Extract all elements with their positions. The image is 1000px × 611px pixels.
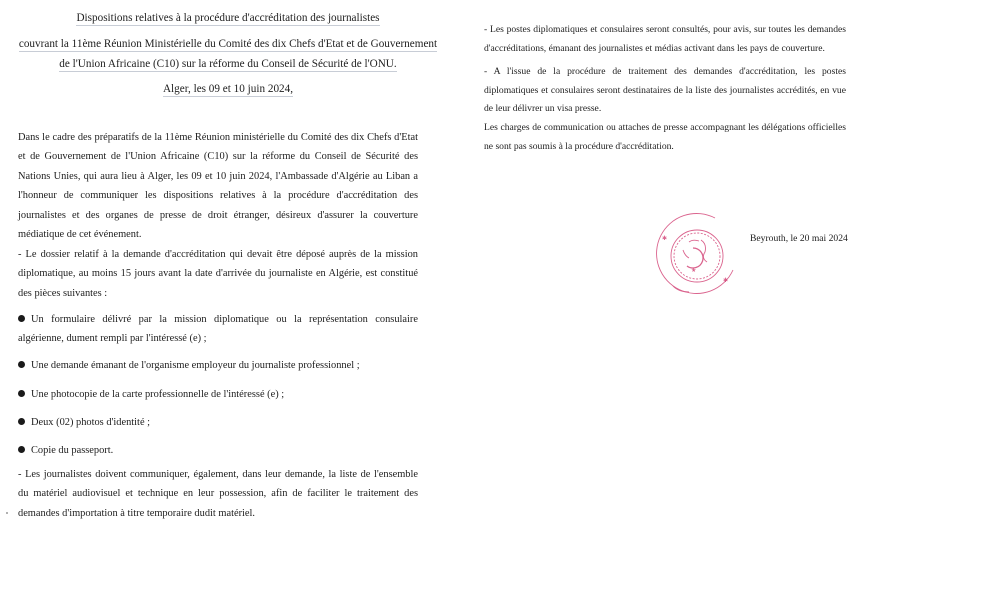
postes-paragraph: - Les postes diplomatiques et consulaires seront consultés, pour avis, sur toutes les demandes d'accréditations, émanant des journalistes et médias activant dans les pays de couverture.	[484, 24, 846, 54]
bullet-icon	[18, 418, 25, 425]
piece-text: Un formulaire délivré par la mission diplomatique ou la représentation consulaire algérienne, dument rempli par l'intéressé (e) ;	[18, 314, 418, 345]
header-subtitle-1	[18, 37, 438, 51]
svg-text:✱: ✱	[723, 277, 729, 284]
materiel-paragraph: - Les journalistes doivent communiquer, également, dans leur demande, la liste de l'ensemble du matériel audiovisuel et technique en leur possession, afin de faciliter le traitement des demandes d'importation à titre temporaire dudit matériel.	[18, 469, 418, 519]
piece-item	[18, 356, 418, 375]
piece-text: Une photocopie de la carte professionnelle de l'intéressé (e) ;	[31, 389, 285, 400]
bullet-icon	[18, 315, 25, 322]
dossier-paragraph: - Le dossier relatif à la demande d'accréditation qui devait être déposé auprès de la mission diplomatique, au moins 15 jours avant la date d'arrivée du journaliste en Algérie, est constitué des pièces suivantes :	[18, 249, 418, 299]
scan-speck	[6, 512, 8, 514]
issue-paragraph: - A l'issue de la procédure de traitement des demandes d'accréditation, les postes diplomatiques et consulaires seront destinataires de la liste des journalistes accrédités, en vue de leur délivrer un visa presse.	[484, 66, 846, 114]
svg-text:★: ★	[691, 267, 697, 274]
charges-paragraph: Les charges de communication ou attaches de presse accompagnant les délégations officielles ne sont pas soumis à la procédure d'accréditation.	[484, 122, 846, 152]
bullet-icon	[18, 446, 25, 453]
header-location-date	[18, 82, 438, 96]
bullet-icon	[18, 390, 25, 397]
piece-text: Deux (02) photos d'identité ;	[31, 417, 151, 428]
piece-item	[18, 413, 418, 432]
bullet-icon	[18, 361, 25, 368]
header-subtitle-2	[18, 57, 438, 71]
embassy-stamp-icon	[653, 210, 741, 298]
header-line-4: Alger, les 09 et 10 juin 2024,	[162, 83, 294, 95]
header-title	[18, 11, 438, 25]
piece-item	[18, 441, 418, 460]
piece-text: Copie du passeport.	[31, 445, 114, 456]
intro-paragraph: Dans le cadre des préparatifs de la 11ème Réunion ministérielle du Comité des dix Chefs d'Etat et de Gouvernement de l'Union Africaine (C10) sur la réforme du Conseil de Sécurité des Nations Unies, qui aura lieu à Alger, les 09 et 10 juin 2024, l'Ambassade d'Algérie au Liban a l'honneur de communiquer les dispositions relatives à la procédure d'accréditation des journalistes et des organes de presse de droit étranger, désireux d'assurer la couverture médiatique de cet événement.	[18, 132, 418, 241]
svg-text:✱: ✱	[662, 235, 668, 242]
header-line-3: de l'Union Africaine (C10) sur la réforme du Conseil de Sécurité de l'ONU.	[59, 58, 397, 70]
header-line-1: Dispositions relatives à la procédure d'accréditation des journalistes	[76, 12, 380, 24]
piece-item	[18, 310, 418, 349]
piece-text: Une demande émanant de l'organisme employeur du journaliste professionnel ;	[31, 360, 360, 371]
header-line-2: couvrant la 11ème Réunion Ministérielle du Comité des dix Chefs d'Etat et de Gouvernement	[18, 38, 438, 50]
piece-item	[18, 385, 418, 404]
signature-place-date: Beyrouth, le 20 mai 2024	[750, 233, 848, 244]
